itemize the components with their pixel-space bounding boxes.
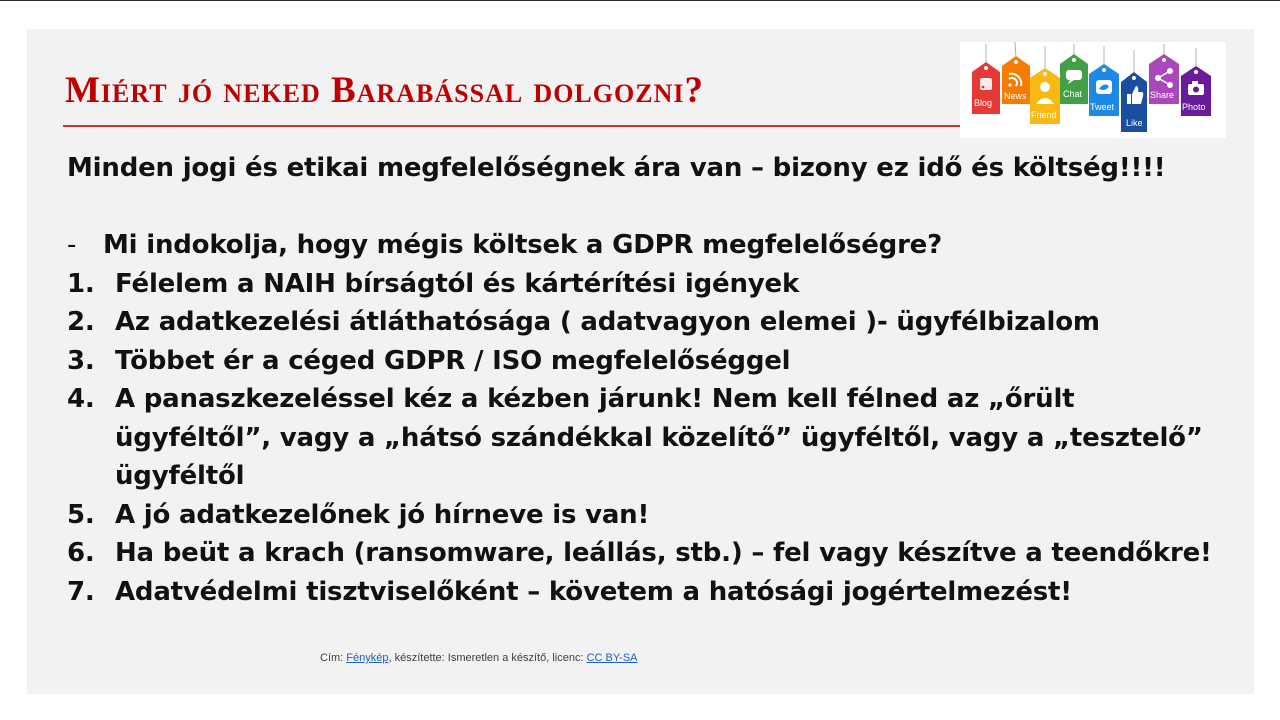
question-text: Mi indokolja, hogy mégis költsek a GDPR megfelelőségre? — [103, 230, 943, 260]
tweet-bird-icon — [1096, 80, 1112, 94]
tweet-tag-label: Tweet — [1090, 102, 1115, 112]
caption-middle: , készítette: Ismeretlen a készítő, licenc: — [388, 652, 587, 664]
reason-text: A panaszkezeléssel kéz a kézben járunk! Nem kell félned az „őrült ügyféltől”, vagy a „hátsó szándékkal közelítő” ügyféltől, vagy a „tesztelő” ügyféltől — [115, 384, 1203, 491]
reason-number: 2. — [67, 307, 95, 337]
slide — [27, 29, 1254, 694]
reason-number: 7. — [67, 576, 95, 607]
reason-text: Többet ér a céged GDPR / ISO megfelelőséggel — [115, 345, 791, 376]
blog-tag — [972, 62, 1000, 114]
share-tag-label: Share — [1150, 90, 1175, 100]
reason-number: 1. — [67, 268, 95, 299]
reason-text: A jó adatkezelőnek jó hírneve is van! — [115, 499, 650, 530]
reason-text: Félelem a NAIH bírságtól és kártérítési igények — [115, 268, 800, 299]
share-tag — [1149, 54, 1179, 104]
reason-text: Adatvédelmi tisztviselőként – követem a hatósági jogértelmezést! — [115, 576, 1072, 607]
friend-tag-label: Friend — [1031, 110, 1057, 120]
reasons-list — [67, 265, 1237, 612]
friend-tag — [1030, 68, 1060, 124]
like-tag-label: Like — [1126, 118, 1143, 128]
social-tags-svg — [960, 42, 1226, 138]
reason-item — [67, 342, 1237, 381]
reason-number: 6. — [67, 538, 95, 568]
reason-item — [67, 496, 1237, 535]
photo-link[interactable]: Fénykép — [346, 652, 389, 664]
reason-text: Ha beüt a krach (ransomware, leállás, stb.) – fel vagy készítve a teendőkre! — [115, 538, 1212, 568]
question-dash-marker: - — [67, 230, 77, 260]
caption-prefix: Cím: — [320, 652, 347, 664]
reason-item — [67, 534, 1237, 573]
reason-item — [67, 573, 1237, 612]
blank-line — [67, 188, 1237, 227]
chat-tag — [1060, 54, 1088, 104]
reason-item — [67, 303, 1237, 342]
photo-tag — [1181, 66, 1211, 116]
chat-tag-label: Chat — [1063, 89, 1083, 99]
reason-item — [67, 265, 1237, 304]
reason-item — [67, 380, 1237, 496]
news-tag — [1002, 56, 1030, 104]
slide-body — [67, 149, 1237, 611]
lead-statement: Minden jogi és etikai megfelelőségnek ára van – bizony ez idő és költség!!!! — [67, 153, 1166, 183]
question-line — [67, 226, 1237, 265]
like-tag — [1121, 72, 1147, 132]
tweet-tag — [1089, 64, 1119, 116]
reason-number: 5. — [67, 499, 95, 530]
social-media-tags-image — [960, 42, 1226, 138]
title-underline-rule — [63, 125, 988, 127]
photo-tag-label: Photo — [1182, 102, 1206, 112]
blog-tag-label: Blog — [974, 98, 993, 108]
image-attribution-caption — [320, 652, 638, 664]
reason-number: 4. — [67, 384, 95, 414]
news-tag-label: News — [1004, 91, 1027, 101]
license-link[interactable]: CC BY-SA — [586, 652, 638, 664]
window-top-border — [0, 0, 1280, 1]
slide-title: Miért jó neked Barabással dolgozni? — [65, 70, 704, 111]
blog-rss-icon — [980, 78, 992, 90]
reason-text: Az adatkezelési átláthatósága ( adatvagyon elemei )- ügyfélbizalom — [115, 307, 1100, 337]
reason-number: 3. — [67, 345, 95, 376]
